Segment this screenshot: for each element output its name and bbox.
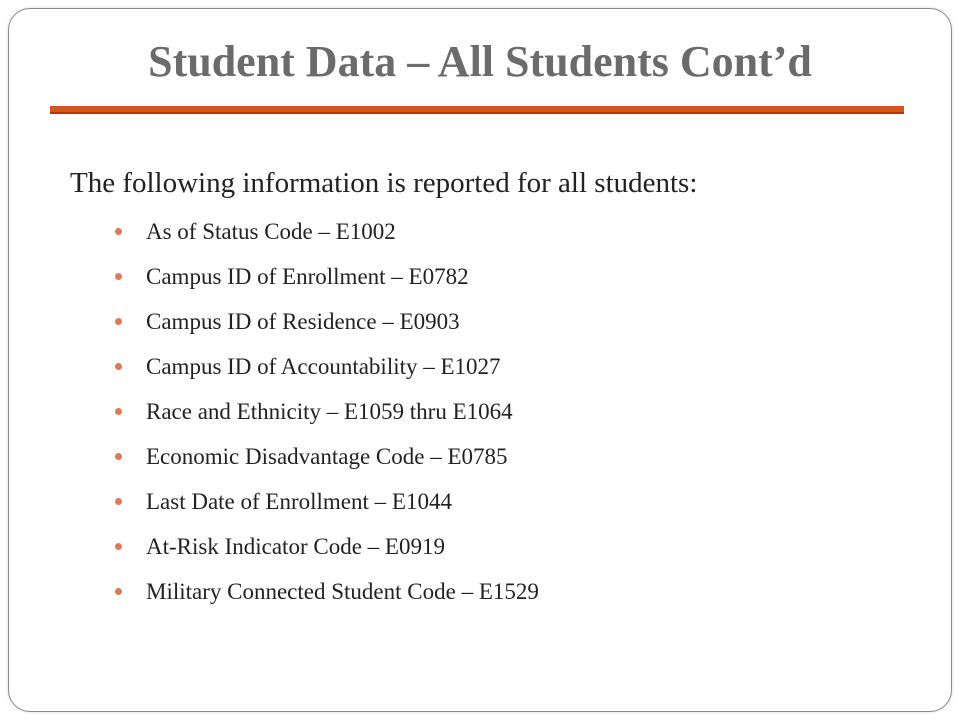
bullet-text: Last Date of Enrollment – E1044	[146, 489, 452, 514]
bullet-dot-icon	[115, 588, 122, 595]
slide-title: Student Data – All Students Cont’d	[148, 37, 812, 86]
bullet-text: At-Risk Indicator Code – E0919	[146, 534, 445, 559]
bullet-dot-icon	[115, 453, 122, 460]
bullet-dot-icon	[115, 273, 122, 280]
bullet-text: Campus ID of Residence – E0903	[146, 309, 460, 334]
bullet-text: Military Connected Student Code – E1529	[146, 579, 539, 604]
bullet-dot-icon	[115, 318, 122, 325]
bullet-dot-icon	[115, 228, 122, 235]
bullet-dot-icon	[115, 498, 122, 505]
bullet-text: Race and Ethnicity – E1059 thru E1064	[146, 399, 513, 424]
bullet-dot-icon	[115, 408, 122, 415]
bullet-text: Campus ID of Accountability – E1027	[146, 354, 501, 379]
bullet-text: As of Status Code – E1002	[146, 219, 396, 244]
bullet-dot-icon	[115, 363, 122, 370]
bullet-text: Campus ID of Enrollment – E0782	[146, 264, 469, 289]
intro-text: The following information is reported for all students:	[70, 167, 698, 199]
title-divider	[50, 106, 904, 114]
bullet-text: Economic Disadvantage Code – E0785	[146, 444, 508, 469]
bullet-dot-icon	[115, 543, 122, 550]
